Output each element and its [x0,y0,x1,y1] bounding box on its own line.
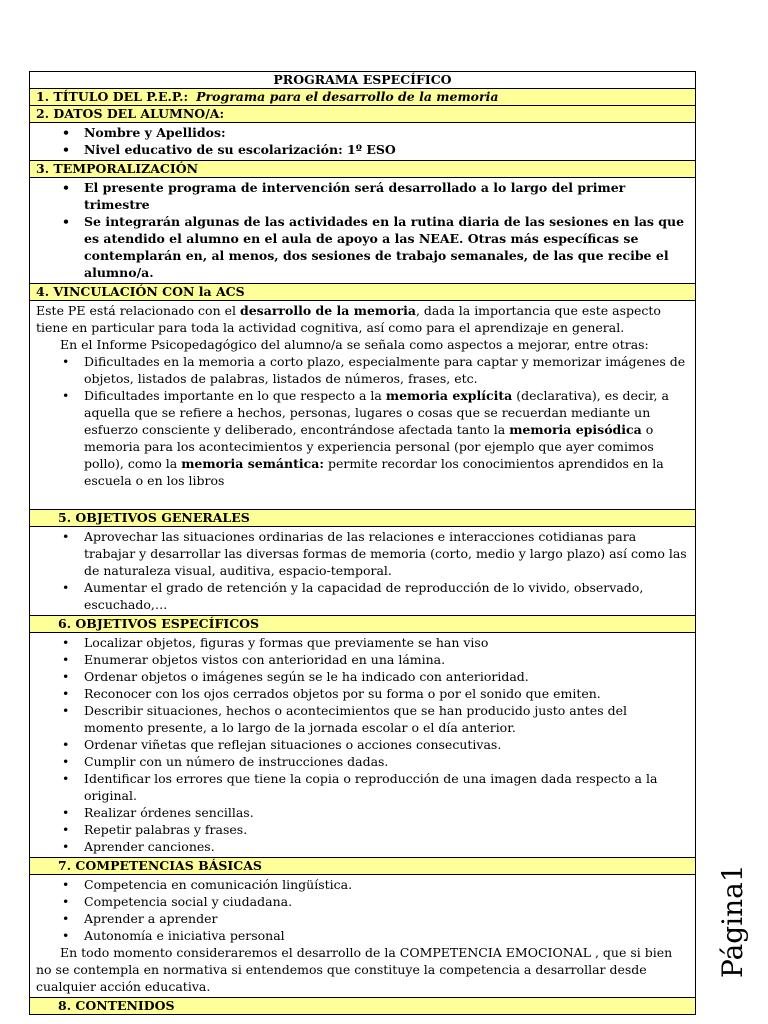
section-5-body [30,527,695,616]
list-item: • Repetir palabras y frases. [36,821,689,838]
section-7-header: 7. COMPETENCIAS BÁSICAS [30,858,695,875]
section-1-value: Programa para el desarrollo de la memoria [196,89,499,104]
text-bold: memoria explícita [385,388,513,403]
section-3-body [30,178,695,284]
section-4-header: 4. VINCULACIÓN CON la ACS [30,284,695,301]
document-title: PROGRAMA ESPECÍFICO [30,72,695,89]
text: o memoria para los acontecimientos y experiencia personal (por ejemplo que ayer comimos pollo), como la [84,422,654,471]
program-table [29,71,696,1015]
list-item: • Aprovechar las situaciones ordinarias de las relaciones e interacciones cotidianas para trabajar y desarrollar las diversas formas de memoria (corto, medio y largo plazo) así como las de naturaleza visual, auditiva, espacio-temporal. [36,528,689,579]
text: Dificultades importante en lo que respecto a la [84,388,386,403]
section-1-label: 1. TÍTULO DEL P.E.P.: [36,89,189,104]
text-bold: desarrollo de la memoria [239,303,416,318]
section-3-header: 3. TEMPORALIZACIÓN [30,161,695,178]
list-item: • Ordenar viñetas que reflejan situaciones o acciones consecutivas. [36,736,689,753]
list-item: • Aprender canciones. [36,838,689,855]
text: (declarativa), es decir, a aquella que se refiere a hechos, personas, lugares o cosas que se recuerdan mediante un esfuerzo consciente y deliberado, encontrándose afectada tanto la [84,388,669,437]
list-item: • Realizar órdenes sencillas. [36,804,689,821]
section-6-header: 6. OBJETIVOS ESPECÍFICOS [30,616,695,633]
section-5-header: 5. OBJETIVOS GENERALES [30,510,695,527]
section-2-body [30,123,695,161]
section-1-header [30,89,695,106]
section-7-body [30,875,695,998]
text: permite recordar los conocimientos aprendidos en la escuela o en los libros [84,456,664,488]
section-4-body [30,301,695,510]
section-8-header: 8. CONTENIDOS [30,998,695,1014]
list-item: • Reconocer con los ojos cerrados objetos por su forma o por el sonido que emiten. [36,685,689,702]
section-7-paragraph: En todo momento consideraremos el desarrollo de la COMPETENCIA EMOCIONAL , que si bien no se contempla en normativa si entendemos que constituye la competencia a desarrollar desde cualquier acción educativa. [36,945,673,994]
text: , dada la importancia que este aspecto tiene en particular para toda la actividad cognitiva, así como para el aprendizaje en general. [36,303,661,335]
text-bold: memoria episódica [509,422,642,437]
section-4-paragraph-1 [36,302,689,336]
list-item [36,387,689,489]
list-item: • Localizar objetos, figuras y formas que previamente se han viso [36,634,689,651]
list-item: • Competencia en comunicación lingüística. [36,876,689,893]
list-item: • El presente programa de intervención será desarrollado a lo largo del primer trimestre [36,179,689,213]
list-item: • Enumerar objetos vistos con anterioridad en una lámina. [36,651,689,668]
list-item: • Autonomía e iniciativa personal [36,927,689,944]
list-item: • Dificultades en la memoria a corto plazo, especialmente para captar y memorizar imágenes de objetos, listados de palabras, listados de números, frases, etc. [36,353,689,387]
section-6-body [30,633,695,858]
list-item: • Identificar los errores que tiene la copia o reproducción de una imagen dada respecto a la original. [36,770,689,804]
text-bold: memoria semántica: [181,456,324,471]
list-item: • Describir situaciones, hechos o acontecimientos que se han producido justo antes del momento presente, a lo largo de la jornada escolar o el día anterior. [36,702,689,736]
list-item: • Nombre y Apellidos: [36,124,689,141]
text: Este PE está relacionado con el [36,303,240,318]
list-item: • Nivel educativo de su escolarización: 1º ESO [36,141,689,158]
list-item: • Aprender a aprender [36,910,689,927]
page-number: Página1 [716,864,749,978]
section-4-paragraph-2: En el Informe Psicopedagógico del alumno/a se señala como aspectos a mejorar, entre otras: [60,337,649,352]
list-item: • Aumentar el grado de retención y la capacidad de reproducción de lo vivido, observado, escuchado,… [36,579,689,613]
section-2-header: 2. DATOS DEL ALUMNO/A: [30,106,695,123]
list-item: • Cumplir con un número de instrucciones dadas. [36,753,689,770]
list-item: • Se integrarán algunas de las actividades en la rutina diaria de las sesiones en las que es atendido el alumno en el aula de apoyo a las NEAE. Otras más específicas se contemplarán en, al menos, dos sesiones de trabajo semanales, de las que recibe el alumno/a. [36,213,689,281]
list-item: • Competencia social y ciudadana. [36,893,689,910]
list-item: • Ordenar objetos o imágenes según se le ha indicado con anterioridad. [36,668,689,685]
